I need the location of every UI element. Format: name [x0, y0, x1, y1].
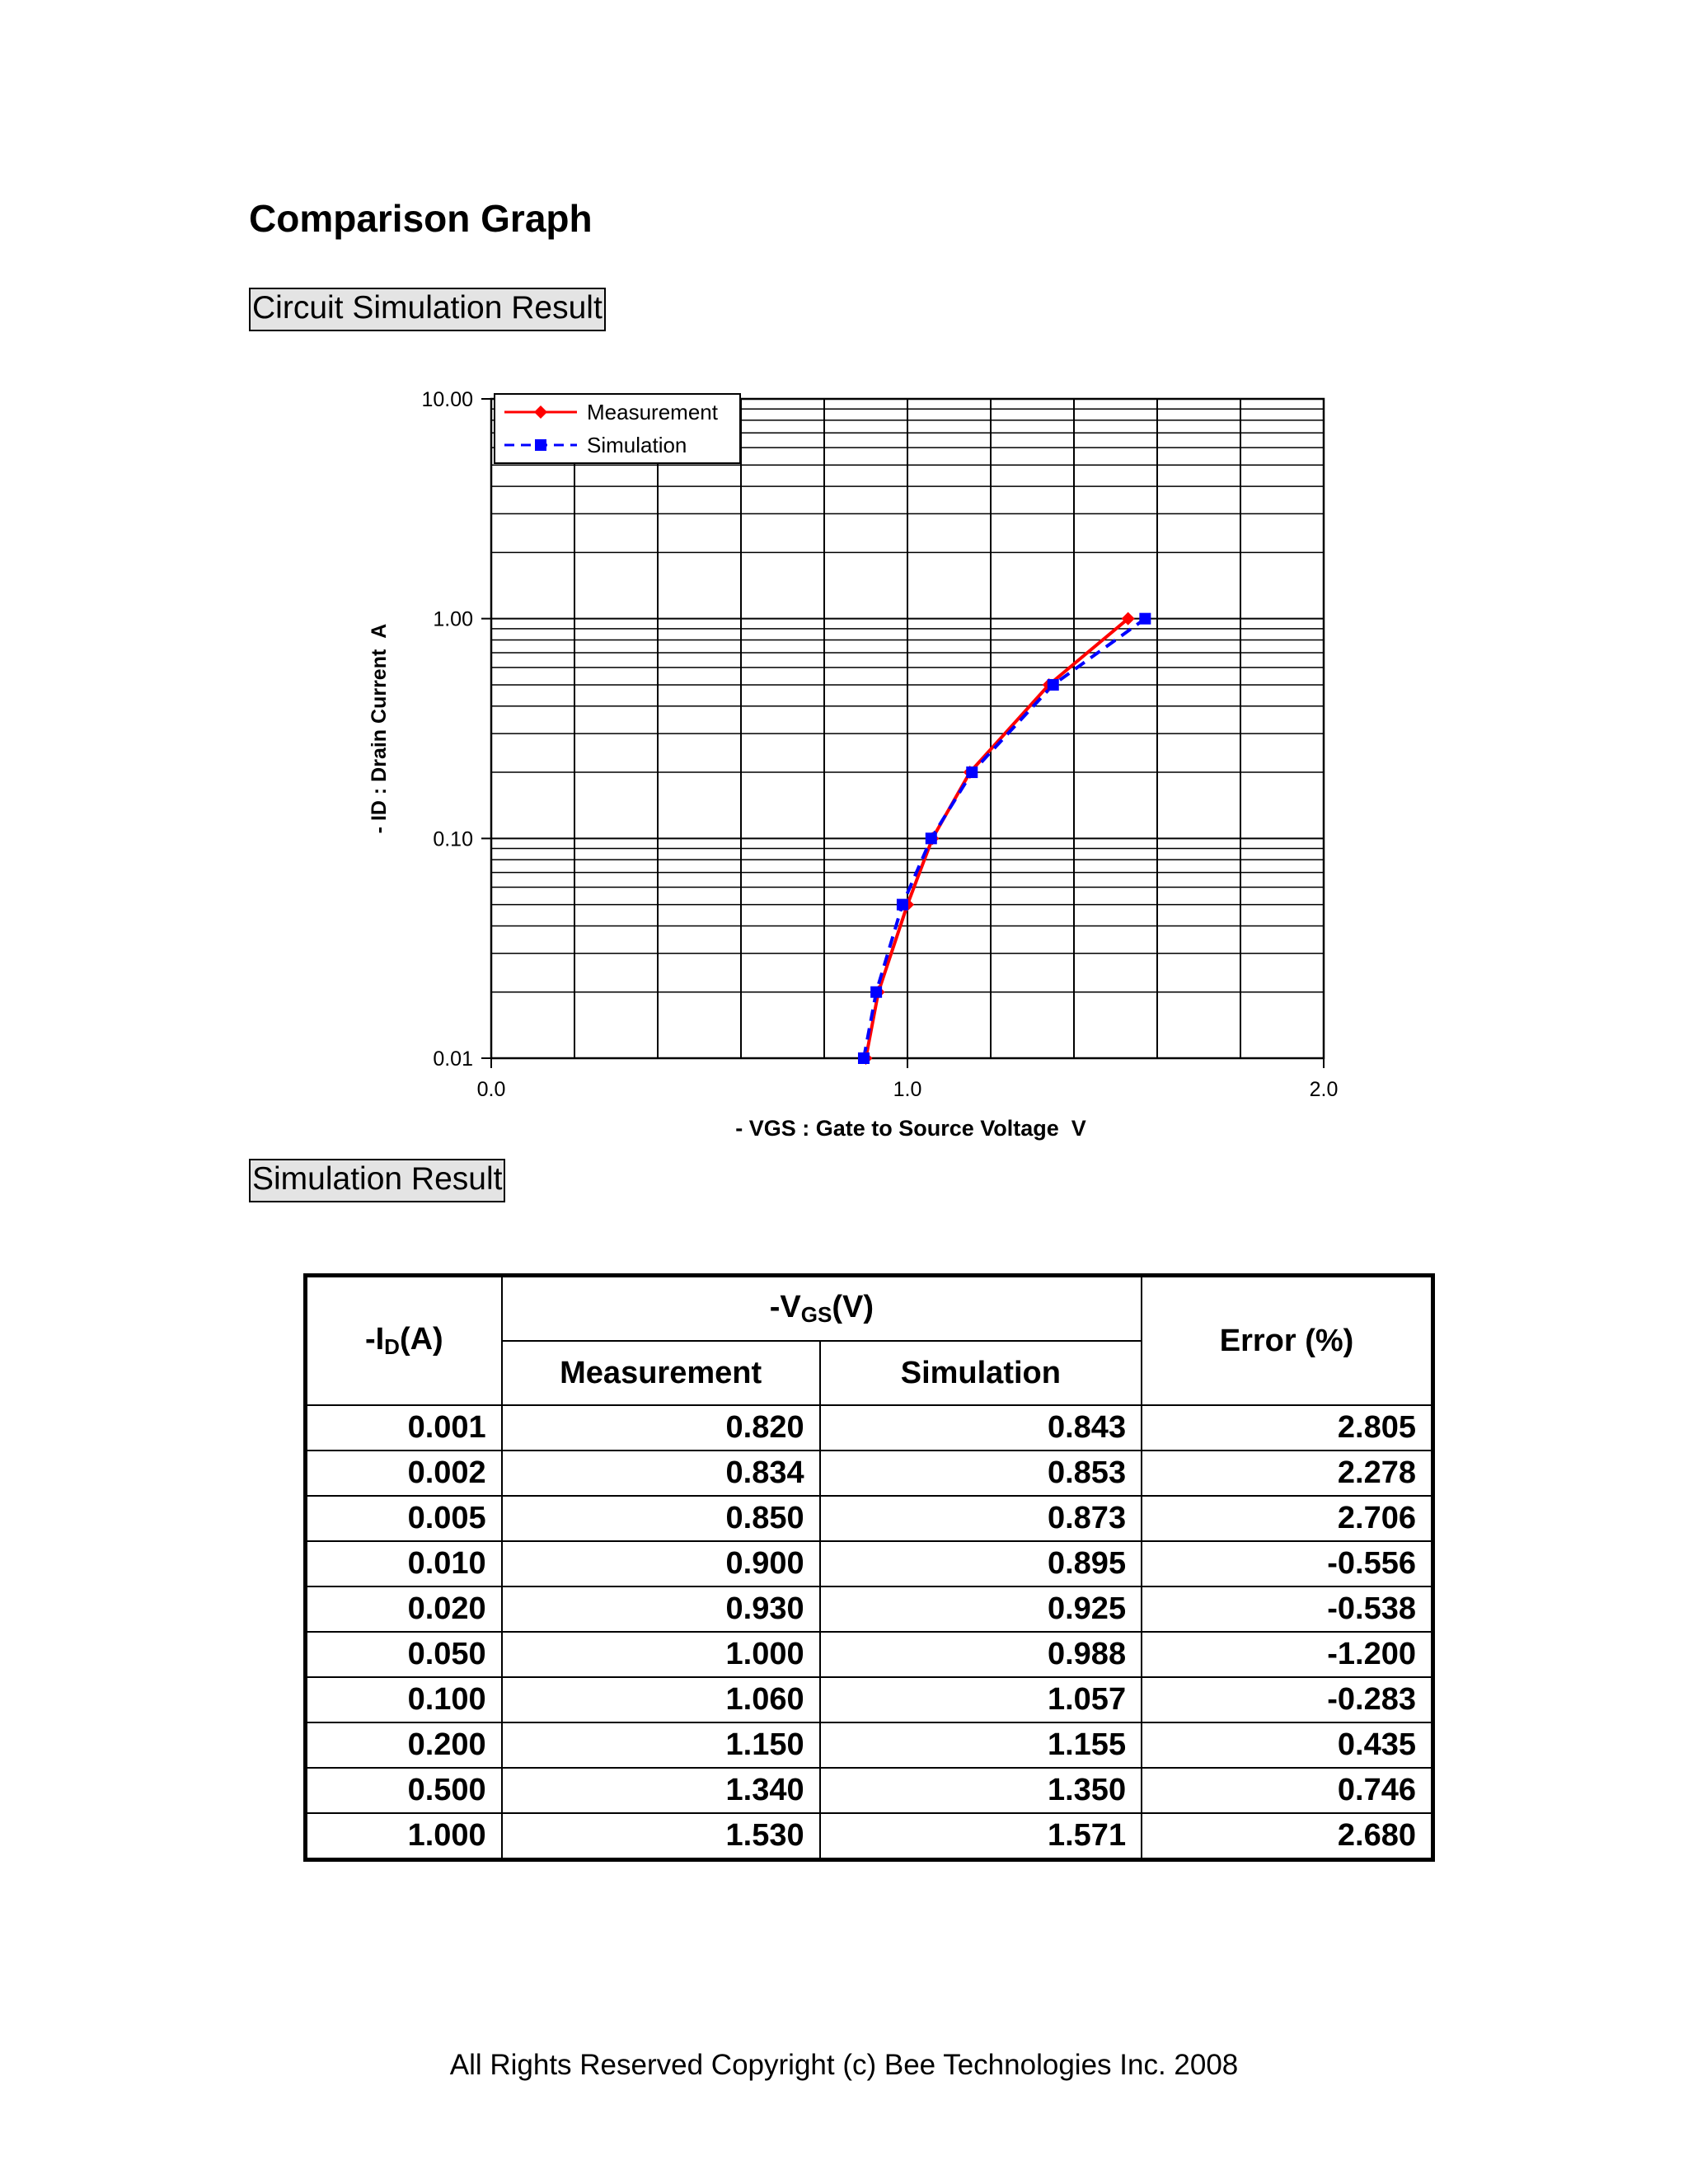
cell-drain-current: 1.000 [306, 1813, 502, 1860]
simulation-marker [858, 1052, 870, 1064]
cell-drain-current: 0.002 [306, 1451, 502, 1496]
copyright-footer: All Rights Reserved Copyright (c) Bee Technologies Inc. 2008 [449, 2049, 1239, 2081]
x-tick-label: 1.0 [893, 1078, 922, 1101]
cell-measurement: 1.000 [502, 1632, 820, 1677]
cell-error: 2.278 [1142, 1451, 1432, 1496]
simulation-marker [966, 766, 978, 778]
cell-drain-current: 0.010 [306, 1541, 502, 1586]
cell-drain-current: 0.100 [306, 1677, 502, 1722]
cell-simulation: 0.873 [820, 1496, 1142, 1541]
cell-simulation: 0.925 [820, 1586, 1142, 1632]
cell-simulation: 0.853 [820, 1451, 1142, 1496]
simulation-marker [1048, 679, 1059, 691]
cell-measurement: 0.930 [502, 1586, 820, 1632]
cell-drain-current: 0.020 [306, 1586, 502, 1632]
cell-measurement: 0.820 [502, 1405, 820, 1451]
y-axis-label: - ID : Drain Current A [368, 623, 391, 834]
cell-error: 0.435 [1142, 1722, 1432, 1768]
cell-drain-current: 0.200 [306, 1722, 502, 1768]
table-row [306, 1451, 1433, 1496]
table-row [306, 1677, 1433, 1722]
table-row [306, 1496, 1433, 1541]
cell-simulation: 0.988 [820, 1632, 1142, 1677]
x-tick-label: 2.0 [1309, 1078, 1339, 1101]
cell-drain-current: 0.005 [306, 1496, 502, 1541]
legend-marker-simulation [535, 439, 546, 451]
table-row [306, 1632, 1433, 1677]
cell-error: -0.556 [1142, 1541, 1432, 1586]
cell-simulation: 1.057 [820, 1677, 1142, 1722]
chart-legend [495, 394, 740, 463]
cell-error: 2.805 [1142, 1405, 1432, 1451]
simulation-marker [926, 832, 937, 844]
y-tick-label: 10.00 [421, 388, 473, 411]
cell-simulation: 1.155 [820, 1722, 1142, 1768]
cell-drain-current: 0.001 [306, 1405, 502, 1451]
table-row [306, 1722, 1433, 1768]
cell-simulation: 1.350 [820, 1768, 1142, 1813]
cell-error: -0.538 [1142, 1586, 1432, 1632]
cell-measurement: 1.340 [502, 1768, 820, 1813]
cell-simulation: 1.571 [820, 1813, 1142, 1860]
cell-drain-current: 0.500 [306, 1768, 502, 1813]
cell-error: 2.680 [1142, 1813, 1432, 1860]
section-label-simulation-result: Simulation Result [249, 1159, 505, 1202]
table-row [306, 1813, 1433, 1860]
cell-error: -0.283 [1142, 1677, 1432, 1722]
cell-measurement: 1.060 [502, 1677, 820, 1722]
y-tick-label: 0.01 [433, 1047, 473, 1071]
header-error: Error (%) [1142, 1276, 1432, 1406]
cell-measurement: 0.834 [502, 1451, 820, 1496]
simulation-marker [870, 987, 882, 998]
cell-drain-current: 0.050 [306, 1632, 502, 1677]
cell-error: 0.746 [1142, 1768, 1432, 1813]
table-row [306, 1768, 1433, 1813]
cell-measurement: 0.900 [502, 1541, 820, 1586]
x-tick-label: 0.0 [476, 1078, 506, 1101]
cell-error: -1.200 [1142, 1632, 1432, 1677]
x-axis-label: - VGS : Gate to Source Voltage V [735, 1116, 1086, 1141]
header-measurement: Measurement [502, 1341, 820, 1405]
header-simulation: Simulation [820, 1341, 1142, 1405]
header-drain-current: $-I_D(A)$ [306, 1276, 502, 1406]
cell-measurement: 1.150 [502, 1722, 820, 1768]
simulation-marker [1139, 613, 1151, 625]
y-tick-label: 0.10 [433, 827, 473, 851]
y-tick-label: 1.00 [433, 607, 473, 631]
cell-measurement: 1.530 [502, 1813, 820, 1860]
legend-label-measurement: Measurement [587, 400, 718, 424]
table-row [306, 1541, 1433, 1586]
header-vgs: $-V_{GS}(V)$ [502, 1276, 1142, 1342]
table-row [306, 1405, 1433, 1451]
legend-label-simulation: Simulation [587, 433, 687, 457]
cell-measurement: 0.850 [502, 1496, 820, 1541]
section-label-circuit-simulation: Circuit Simulation Result [249, 288, 606, 331]
cell-simulation: 0.895 [820, 1541, 1142, 1586]
cell-error: 2.706 [1142, 1496, 1432, 1541]
table-row [306, 1586, 1433, 1632]
results-table [303, 1273, 1435, 1862]
cell-simulation: 0.843 [820, 1405, 1142, 1451]
simulation-marker [897, 899, 908, 911]
page-title: Comparison Graph [249, 197, 593, 240]
